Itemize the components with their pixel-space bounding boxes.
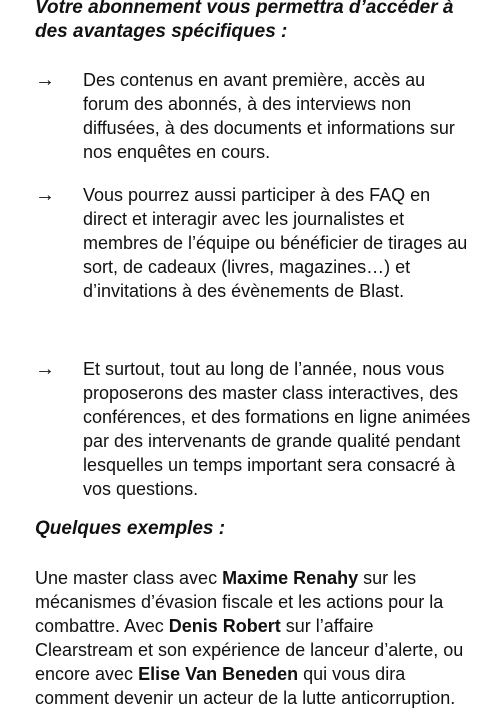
arrow-right-icon: →	[35, 358, 55, 380]
examples-text: qui vous dira comment devenir un acteur de la lutte anticorruption.	[35, 664, 456, 708]
intro-heading: Votre abonnement vous permettra d’accéder à des avantages spécifiques :	[35, 0, 454, 42]
arrow-right-icon: →	[35, 69, 55, 91]
speaker-name: Maxime Renahy	[222, 568, 359, 588]
arrow-right-icon: →	[35, 184, 55, 206]
examples-text: Une master class avec	[35, 568, 223, 588]
benefit-text: Et surtout, tout au long de l’année, nous vous proposerons des master class interactives, des conférences, et des formations en ligne animées par des intervenants de grande qualité pendant lesquelles un temps important sera consacré à vos questions.	[83, 359, 471, 499]
examples-heading: Quelques exemples :	[35, 518, 226, 539]
examples-text: sur les mécanismes d’évasion fiscale et les actions pour la combattre. Avec	[35, 568, 444, 636]
speaker-name: Elise Van Beneden	[138, 664, 299, 684]
examples-paragraph	[35, 566, 475, 710]
speaker-name: Denis Robert	[168, 616, 281, 636]
examples-text: sur l’affaire Clearstream et son expérience de lanceur d’alerte, ou encore avec	[35, 616, 464, 684]
benefit-text: Des contenus en avant première, accès au forum des abonnés, à des interviews non diffusées, à des documents et informations sur nos enquêtes en cours.	[83, 70, 455, 162]
benefit-text: Vous pourrez aussi participer à des FAQ en direct et interagir avec les journalistes et membres de l’équipe ou bénéficier de tirages au sort, de cadeaux (livres, magazines…) et d’invitations à des évènements de Blast.	[83, 185, 468, 301]
